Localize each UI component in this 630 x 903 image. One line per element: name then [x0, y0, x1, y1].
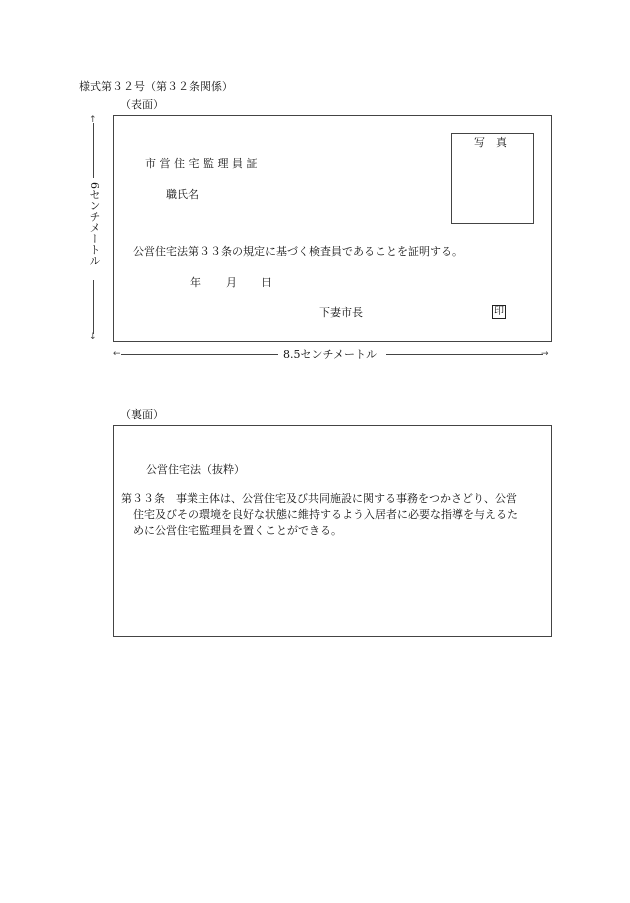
form-title: 様式第３２号（第３２条関係）	[79, 80, 233, 93]
date-month: 月	[226, 276, 237, 289]
article-line: めに公営住宅監理員を置くことができる。	[133, 524, 342, 537]
certification-text: 公営住宅法第３３条の規定に基づく検査員であることを証明する。	[133, 245, 463, 258]
seal-mark: 印	[494, 306, 504, 317]
article-line: 第３３条 事業主体は、公営住宅及び共同施設に関する事務をつかさどり、公営	[121, 492, 517, 505]
name-label: 職氏名	[166, 188, 199, 201]
height-dimension-line-bottom	[93, 280, 94, 334]
width-dimension-line-left	[121, 354, 278, 355]
height-dimension-line-top	[93, 123, 94, 178]
back-side-label: （裏面）	[120, 408, 164, 421]
date-year: 年	[190, 276, 201, 289]
issuer: 下妻市長	[319, 306, 363, 319]
arrow-down-icon: ↓	[89, 332, 97, 342]
front-side-label: （表面）	[120, 98, 164, 111]
photo-label: 写 真	[474, 136, 507, 149]
arrow-right-icon: →	[541, 349, 549, 359]
height-dimension-label: 6センチメートル	[88, 182, 101, 266]
date-day: 日	[261, 276, 272, 289]
width-dimension-label: 8.5センチメートル	[283, 348, 378, 361]
arrow-up-icon: ↑	[89, 115, 97, 125]
arrow-left-icon: ←	[113, 349, 121, 359]
card-title: 市 営 住 宅 監 理 員 証	[145, 157, 258, 170]
article-line: 住宅及びその環境を良好な状態に維持するよう入居者に必要な指導を与えるた	[133, 508, 518, 521]
law-title: 公営住宅法（抜粋）	[146, 463, 245, 476]
width-dimension-line-right	[386, 354, 543, 355]
